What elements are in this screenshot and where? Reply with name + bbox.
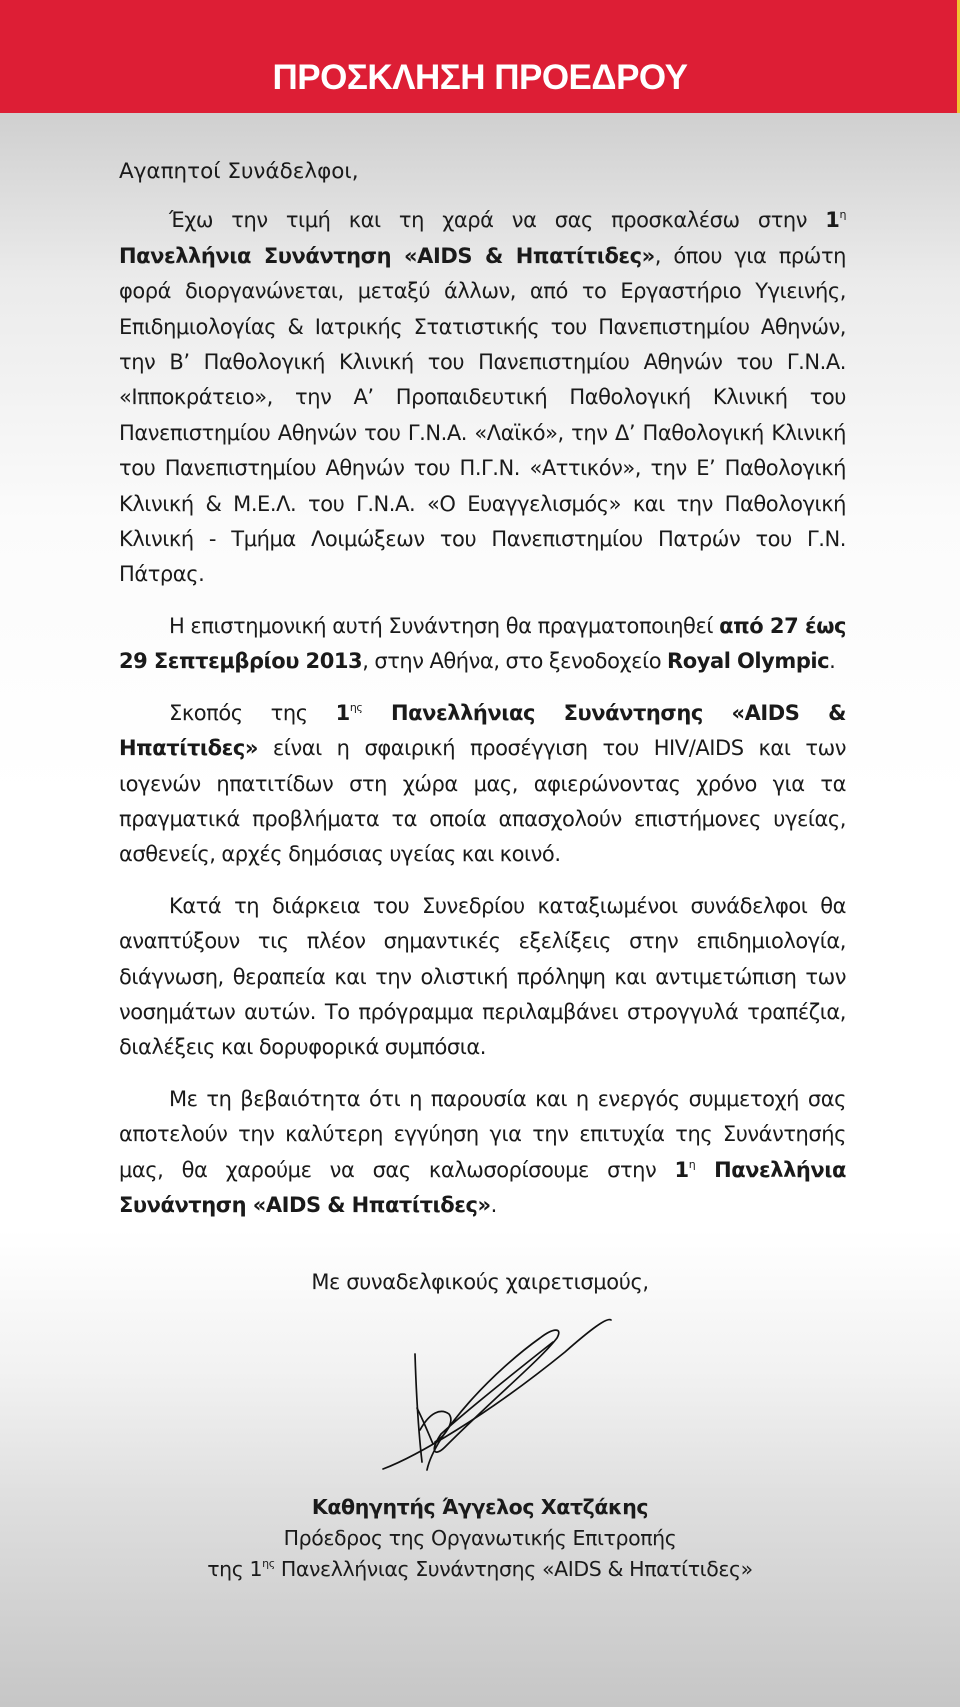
paragraph-invitation: [119, 203, 846, 592]
paragraph-text: Με τη βεβαιότητα ότι η παρουσία και η ενεργός συμμετοχή σας αποτελούν την καλύτερη εγγύηση για την επιτυχία της Συνάντησής μας, θα χαρούμε να σας καλωσορίσουμε στην: [119, 1086, 846, 1182]
page-title: ΠΡΟΣΚΛΗΣΗ ΠΡΟΕΔΡΟΥ: [272, 58, 688, 97]
paragraph-text: Σκοπός της: [169, 700, 336, 725]
paragraph-text: Έχω την τιμή και τη χαρά να σας προσκαλέσω στην: [169, 208, 826, 233]
ordinal-suffix: ης: [349, 700, 363, 714]
venue-name: Royal Olympic: [667, 649, 830, 674]
paragraph-text: .: [829, 649, 836, 674]
paragraph-program: Κατά τη διάρκεια του Συνεδρίου καταξιωμένοι συνάδελφοι θα αναπτύξουν τις πλέον σημαντικές εξελίξεις στην επιδημιολογία, διάγνωση, θεραπεία και την ολιστική πρόληψη και αντιμετώπιση των νοσημάτων αυτών. Το πρόγραμμα περιλαμβάνει στρογγυλά τραπέζια, διαλέξεις και δορυφορικά συμπόσια.: [119, 893, 846, 1060]
event-name: Πανελλήνιας Συνάντησης «AIDS & Ηπατίτιδες»: [119, 700, 846, 761]
signatory-name: Καθηγητής Άγγελος Χατζάκης: [311, 1495, 649, 1519]
paragraph-text: , στην Αθήνα, στο ξενοδοχείο: [362, 649, 668, 674]
signature-block: [0, 1492, 960, 1585]
greeting: Αγαπητοί Συνάδελφοι,: [119, 159, 359, 184]
event-name: Πανελλήνια Συνάντηση «AIDS & Ηπατίτιδες»: [119, 1157, 847, 1217]
signatory-event-prefix: της 1: [207, 1557, 263, 1581]
ordinal-suffix: η: [688, 1157, 696, 1171]
paragraph-dates: [119, 609, 846, 680]
handwritten-signature: [375, 1312, 615, 1474]
paragraph-purpose: [119, 696, 846, 873]
signatory-role: Πρόεδρος της Οργανωτικής Επιτροπής: [283, 1526, 677, 1550]
event-name: Πανελλήνια Συνάντηση «AIDS & Ηπατίτιδες»: [119, 243, 655, 268]
paragraph-text: είναι η σφαιρική προσέγγιση του HIV/AIDS και των ιογενών ηπατιτίδων στη χώρα μας, αφιερώνοντας χρόνο για τα πραγματικά προβλήματα τα οποία απασχολούν επιστήμονες υγείας, ασθενείς, αρχές δημόσιας υγείας και κοινό.: [119, 736, 846, 867]
paragraph-text: .: [490, 1192, 497, 1217]
letter-body: [119, 154, 846, 1239]
ordinal-suffix: η: [839, 208, 846, 222]
ordinal-number: 1: [674, 1157, 689, 1182]
closing-salutation: Με συναδελφικούς χαιρετισμούς,: [311, 1270, 649, 1294]
paragraph-text: Η επιστημονική αυτή Συνάντηση θα πραγματοποιηθεί: [169, 613, 720, 638]
ordinal-number: 1: [335, 700, 350, 725]
signatory-event-name: Πανελλήνιας Συνάντησης «AIDS & Ηπατίτιδες»: [274, 1557, 753, 1581]
paragraph-welcome: [119, 1082, 846, 1224]
paragraph-text: , όπου για πρώτη φορά διοργανώνεται, μεταξύ άλλων, από το Εργαστήριο Υγιεινής, Επιδημιολογίας & Ιατρικής Στατιστικής του Πανεπιστημίου Αθηνών, την Β’ Παθολογική Κλινική του Πανεπιστημίου Αθηνών του Γ.Ν.Α. «Ιπποκράτειο», την Α’ Προπαιδευτική Παθολογική Κλινική του Πανεπιστημίου Αθηνών του Γ.Ν.Α. «Λαϊκό», την Δ’ Παθολογική Κλινική του Πανεπιστημίου Αθηνών του Π.Γ.Ν. «Αττικόν», την Ε’ Παθολογική Κλινική & Μ.Ε.Λ. του Γ.Ν.Α. «Ο Ευαγγελισμός» και την Παθολογική Κλινική - Τμήμα Λοιμώξεων του Πανεπιστημίου Πατρών του Γ.Ν. Πάτρας.: [119, 243, 846, 587]
event-dates: από 27 έως 29 Σεπτεμβρίου 2013: [119, 613, 846, 674]
header-banner: [0, 0, 960, 113]
ordinal-number: 1: [825, 208, 840, 233]
signatory-event: [0, 1554, 960, 1585]
ordinal-suffix: ης: [262, 1557, 275, 1570]
